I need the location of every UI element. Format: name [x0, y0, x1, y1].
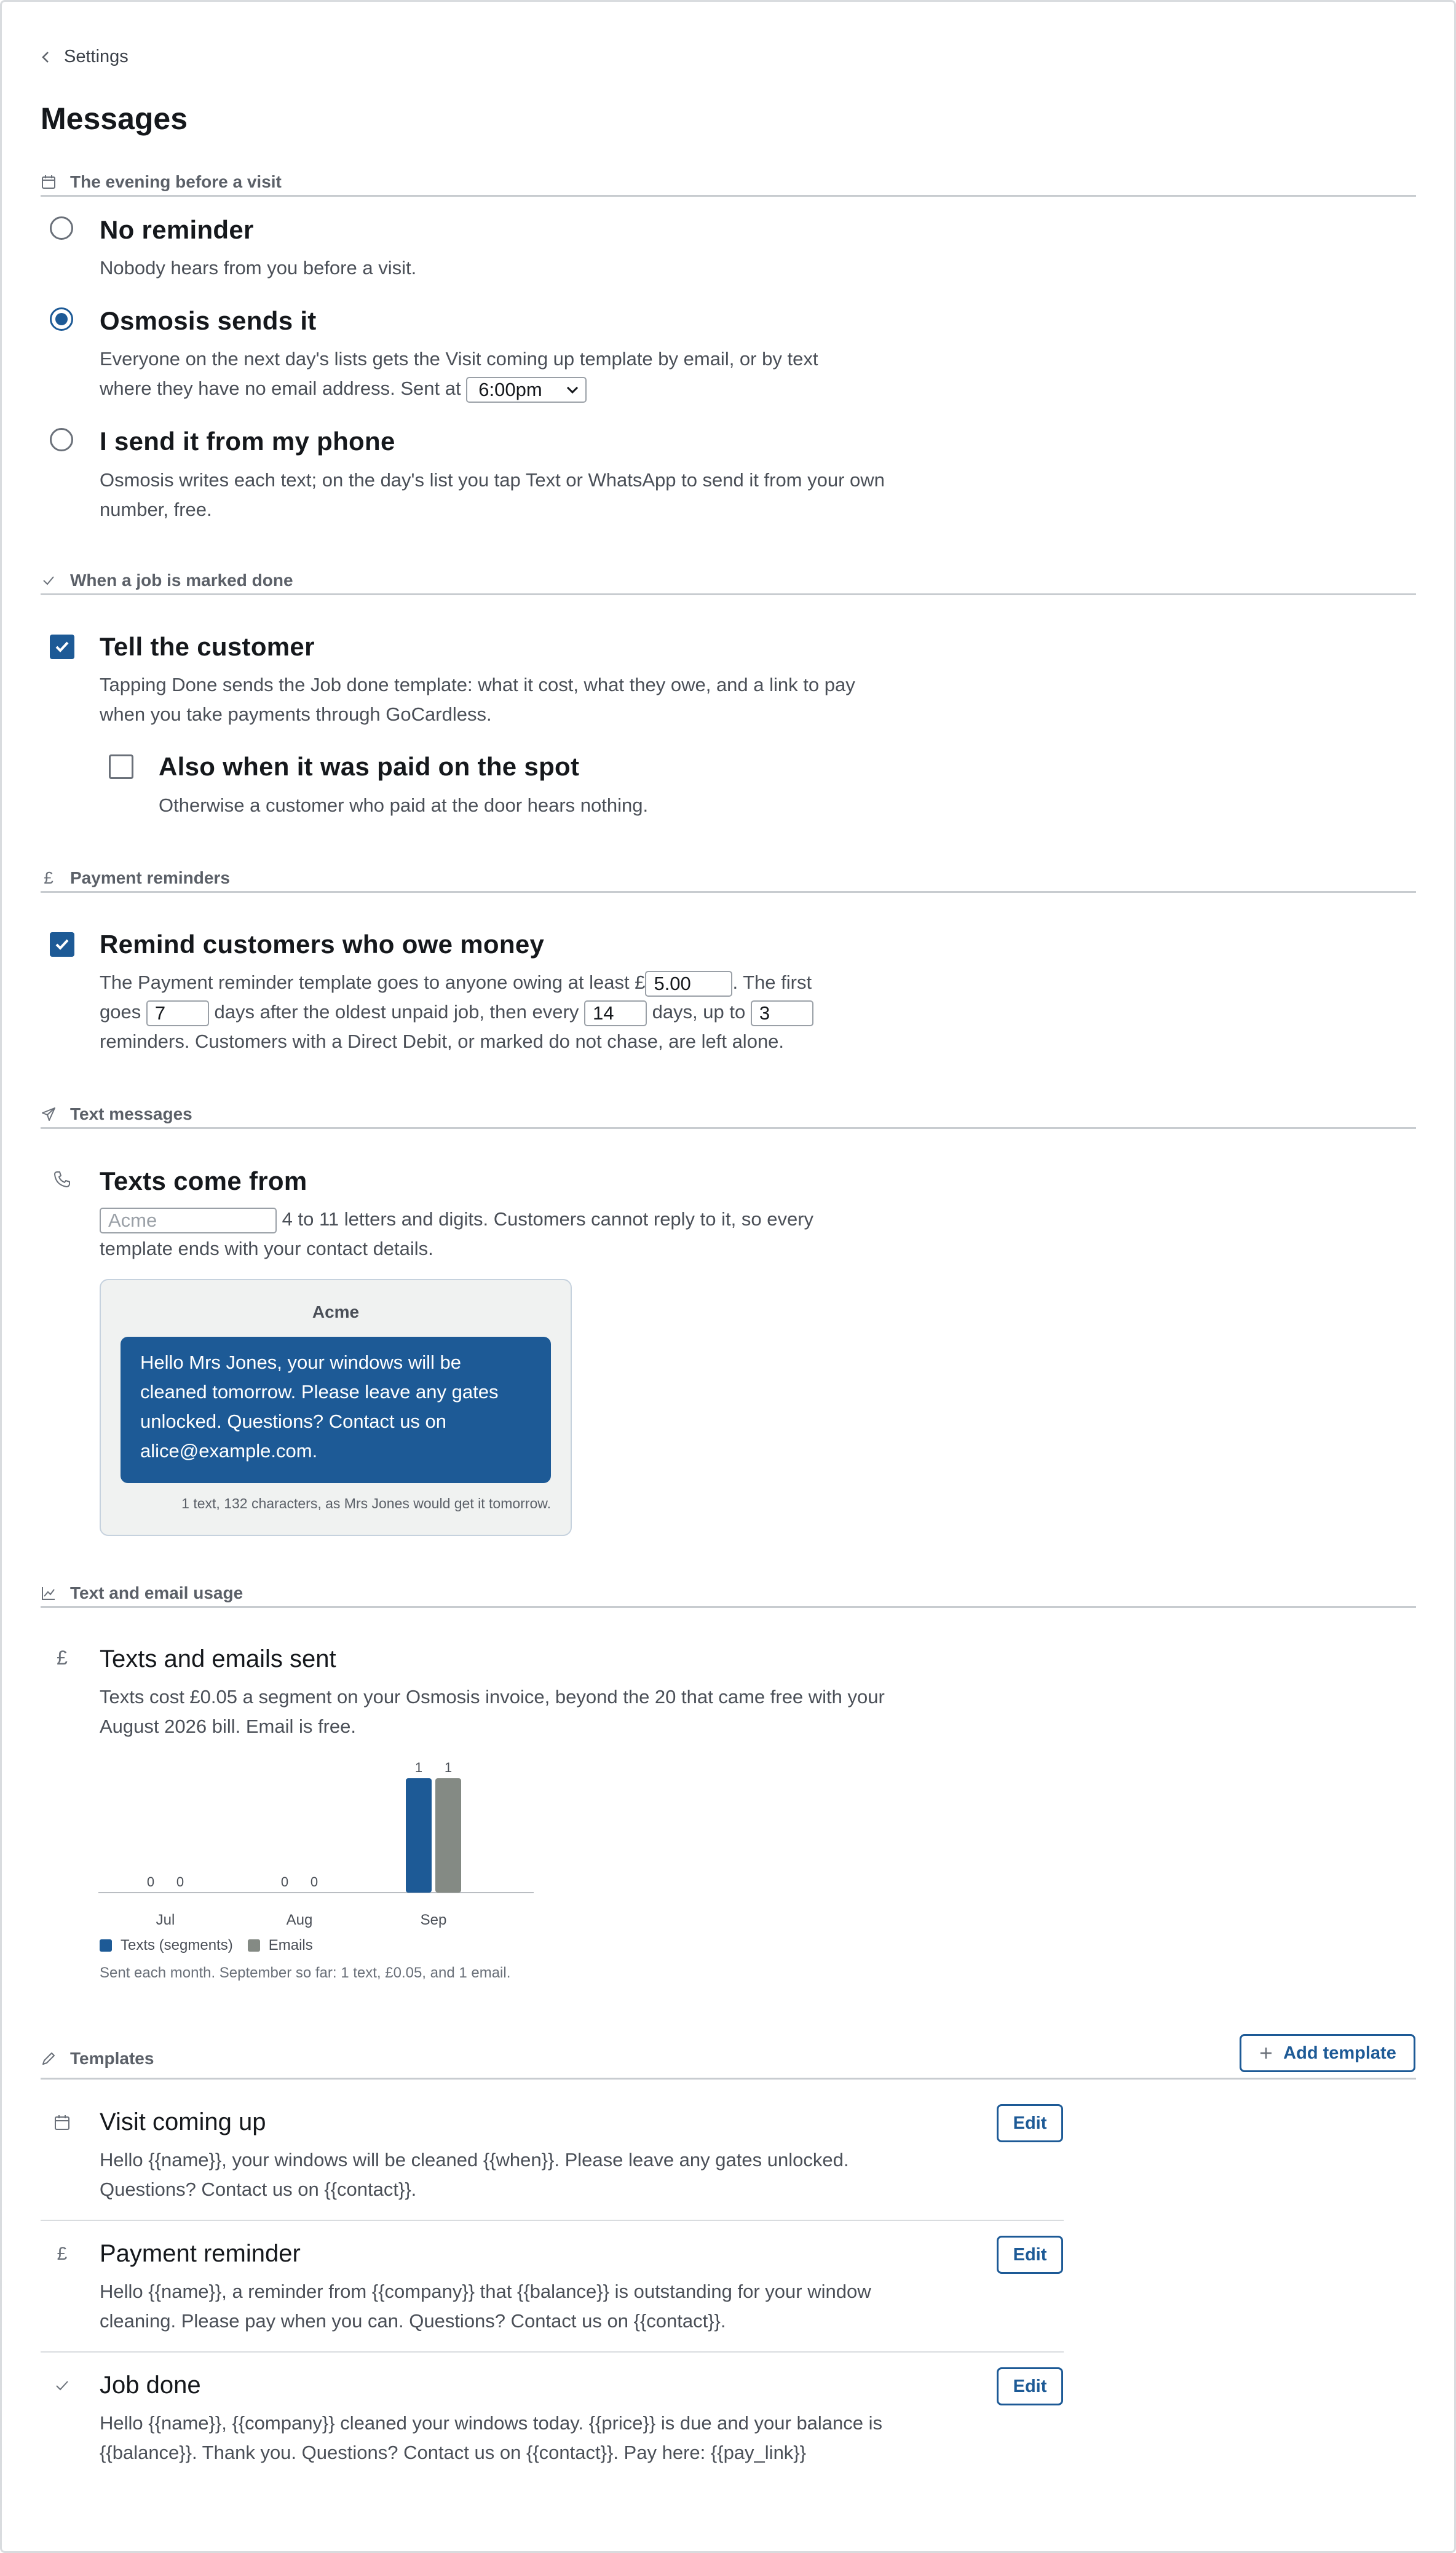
template-title: Job done [100, 2372, 201, 2399]
chart-data-label: 0 [146, 1874, 155, 1890]
chart-data-label: 1 [444, 1760, 453, 1775]
edit-template-button[interactable]: Edit [997, 2367, 1063, 2405]
checkmark-icon [54, 639, 70, 655]
usage-chart [98, 1752, 535, 1949]
option-title: Texts come from [100, 1166, 307, 1195]
edit-template-button[interactable]: Edit [997, 2104, 1063, 2142]
legend-label: Emails [268, 1937, 313, 1953]
send-icon [41, 1106, 57, 1122]
option-desc [100, 344, 899, 403]
section-header-payment [41, 868, 1416, 893]
section-title: Templates [70, 2049, 154, 2068]
breadcrumb[interactable] [41, 47, 129, 67]
texts-desc [100, 1205, 899, 1264]
payment-desc-line [100, 997, 936, 1027]
remind-owed-checkbox[interactable] [50, 932, 74, 957]
section-title: Text and email usage [70, 1583, 243, 1602]
checkmark-icon [54, 936, 70, 952]
section-title: Payment reminders [70, 868, 230, 887]
sender-name-input[interactable]: Acme [100, 1208, 277, 1233]
section-header-usage [41, 1583, 1416, 1608]
add-template-label: Add template [1283, 2043, 1396, 2063]
chart-tick-label: Sep [420, 1912, 447, 1928]
every-days-input[interactable]: 14 [584, 1000, 647, 1026]
chart-tick-label: Jul [156, 1912, 175, 1928]
send-time-value: 6:00pm [478, 378, 542, 400]
section-header-job-done [41, 571, 1416, 595]
template-body: Hello {{name}}, a reminder from {{company}} that {{balance}} is outstanding for your window cleaning. Please pay when you can. Questions? Contact us on {{contact}}. [100, 2281, 871, 2332]
send-time-select[interactable] [466, 377, 587, 403]
texts-desc-line: template ends with your contact details. [100, 1238, 433, 1259]
usage-title: Texts and emails sent [100, 1645, 336, 1672]
payment-desc-line: reminders. Customers with a Direct Debit, or marked do not chase, are left alone. [100, 1031, 785, 1052]
max-reminders-input[interactable]: 3 [751, 1000, 813, 1026]
radio-send-from-phone[interactable] [50, 428, 73, 451]
edit-template-button[interactable]: Edit [997, 2236, 1063, 2274]
radio-osmosis-sends[interactable] [50, 307, 73, 331]
payment-text: . The first [732, 972, 812, 993]
chart-note: Sent each month. September so far: 1 text, £0.05, and 1 email. [100, 1965, 511, 1981]
usage-desc: Texts cost £0.05 a segment on your Osmosis invoice, beyond the 20 that came free with your August 2026 bill. Email is free. [100, 1686, 885, 1737]
option-title: Tell the customer [100, 632, 315, 661]
option-desc: Otherwise a customer who paid at the door hears nothing. [159, 794, 649, 816]
preview-note: 1 text, 132 characters, as Mrs Jones would get it tomorrow. [181, 1495, 551, 1511]
legend-label: Texts (segments) [121, 1937, 233, 1953]
chart-data-label: 1 [414, 1760, 423, 1775]
chart-data-label: 0 [176, 1874, 184, 1890]
calendar-icon [53, 2113, 71, 2132]
option-title: Also when it was paid on the spot [159, 752, 580, 781]
chart-bar [435, 1778, 461, 1893]
texts-desc-line [100, 1205, 899, 1234]
chart-data-label: 0 [310, 1874, 318, 1890]
tell-customer-checkbox[interactable] [50, 635, 74, 659]
template-title: Payment reminder [100, 2240, 301, 2267]
first-days-input[interactable]: 7 [146, 1000, 209, 1026]
plus-icon [1259, 2046, 1273, 2060]
section-header-templates [41, 2041, 1416, 2080]
option-desc: Osmosis writes each text; on the day's list you tap Text or WhatsApp to send it from your own number, free. [100, 469, 885, 520]
payment-desc [100, 968, 936, 1056]
chart-bar [406, 1778, 432, 1893]
chevron-left-icon [41, 50, 50, 65]
chevron-down-icon [566, 386, 579, 394]
pencil-icon [41, 2051, 57, 2067]
chart-tick-label: Aug [286, 1912, 313, 1928]
chart-data-label: 0 [280, 1874, 289, 1890]
radio-no-reminder[interactable] [50, 216, 73, 240]
option-title: Remind customers who owe money [100, 930, 545, 959]
page-title: Messages [41, 101, 188, 136]
option-desc-text: where they have no email address. Sent at [100, 378, 461, 399]
legend-swatch-texts [100, 1939, 112, 1952]
payment-desc-line [100, 968, 936, 997]
template-title: Visit coming up [100, 2108, 266, 2135]
check-icon [41, 572, 57, 588]
pound-icon: £ [44, 868, 53, 887]
texts-desc-text: 4 to 11 letters and digits. Customers cannot reply to it, so every [282, 1208, 814, 1230]
sms-preview [100, 1279, 572, 1536]
usage-chart-svg [98, 1752, 535, 1931]
option-title: I send it from my phone [100, 427, 395, 456]
min-amount-input[interactable]: 5.00 [645, 971, 732, 997]
section-header-evening [41, 172, 1416, 197]
payment-text: The Payment reminder template goes to anyone owing at least £ [100, 972, 646, 993]
template-divider [41, 2351, 1064, 2353]
payment-text: goes [100, 1001, 141, 1023]
option-desc-line: Everyone on the next day's lists gets the Visit coming up template by email, or by text [100, 348, 818, 370]
pound-icon: £ [57, 1646, 68, 1669]
payment-text: days, up to [652, 1001, 746, 1023]
option-desc: Tapping Done sends the Job done template: what it cost, what they owe, and a link to pay when you take payments through GoCardless. [100, 674, 855, 725]
section-title: Text messages [70, 1104, 192, 1123]
legend-swatch-emails [248, 1939, 260, 1952]
option-title: Osmosis sends it [100, 306, 317, 335]
payment-text: days after the oldest unpaid job, then every [214, 1001, 579, 1023]
preview-sender: Acme [312, 1302, 360, 1321]
template-body: Hello {{name}}, your windows will be cleaned {{when}}. Please leave any gates unlocked. Questions? Contact us on {{contact}}. [100, 2149, 849, 2200]
pound-icon: £ [57, 2244, 68, 2264]
check-icon [53, 2377, 71, 2395]
option-desc-line [100, 374, 899, 403]
chart-legend [100, 1937, 313, 1954]
paid-on-spot-checkbox[interactable] [109, 754, 133, 779]
preview-bubble: Hello Mrs Jones, your windows will be cleaned tomorrow. Please leave any gates unlocked. Questions? Contact us on alice@example.com. [121, 1337, 551, 1483]
template-divider [41, 2220, 1064, 2221]
template-body: Hello {{name}}, {{company}} cleaned your windows today. {{price}} is due and your balance is {{balance}}. Thank you. Questions? Contact us on {{contact}}. Pay here: {{pay_link}} [100, 2412, 883, 2463]
calendar-icon [41, 174, 57, 190]
option-desc: Nobody hears from you before a visit. [100, 257, 417, 279]
section-title: The evening before a visit [70, 172, 282, 191]
section-title: When a job is marked done [70, 571, 293, 590]
phone-icon [53, 1170, 71, 1189]
add-template-button[interactable] [1240, 2034, 1415, 2072]
breadcrumb-settings-link[interactable]: Settings [64, 47, 129, 66]
section-header-texts [41, 1104, 1416, 1129]
chart-icon [41, 1585, 57, 1601]
option-title: No reminder [100, 215, 254, 244]
